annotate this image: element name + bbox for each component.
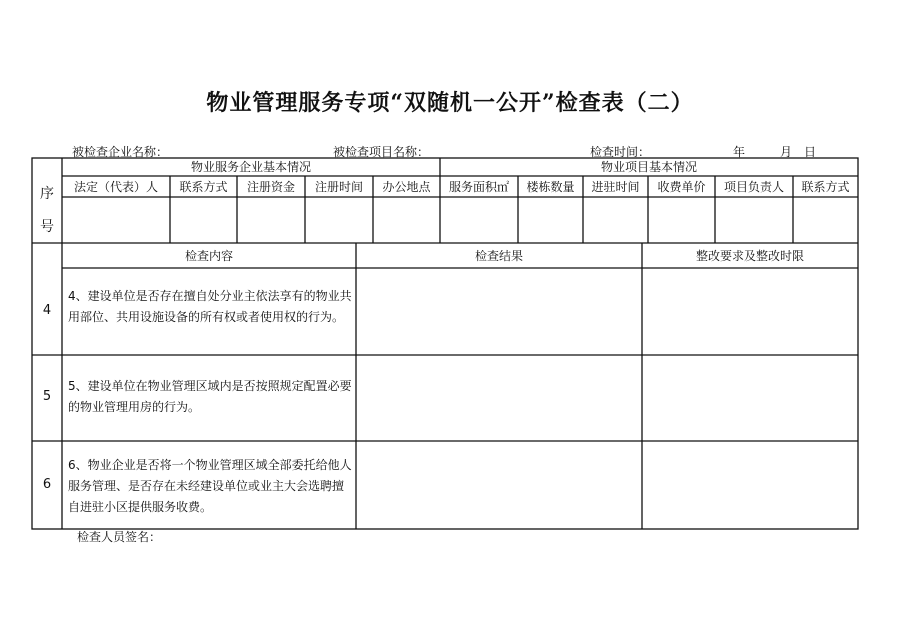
rectification-header: 整改要求及整改时限 <box>695 249 804 263</box>
project-info-header: 物业项目基本情况 <box>600 160 697 174</box>
seq-header-bottom: 号 <box>40 219 54 235</box>
check-time-label: 检查时间： <box>590 145 651 159</box>
month-label: 月 <box>780 145 793 159</box>
enterprise-name-label: 被检查企业名称： <box>72 145 169 159</box>
year-label: 年 <box>733 145 746 159</box>
row-number: 6 <box>42 477 52 492</box>
page-title: 物业管理服务专项“双随机一公开”检查表（二） <box>206 90 694 116</box>
enterprise-info-header: 物业服务企业基本情况 <box>190 160 311 174</box>
seq-header-top: 序 <box>40 186 54 202</box>
check-item-content: 4、建设单位是否存在擅自处分业主依法享有的物业共用部位、共用设施设备的所有权或者使用权的行为。 <box>68 289 352 324</box>
col-service-area: 服务面积㎡ <box>448 180 509 194</box>
day-label: 日 <box>804 145 817 159</box>
check-item-content: 6、物业企业是否将一个物业管理区域全部委托给他人服务管理、是否存在未经建设单位或业主大会选聘擅自进驻小区提供服务收费。 <box>68 458 352 514</box>
col-entry-time: 进驻时间 <box>591 180 640 194</box>
project-name-label: 被检查项目名称： <box>333 145 430 159</box>
check-item-content: 5、建设单位在物业管理区域内是否按照规定配置必要的物业管理用房的行为。 <box>68 379 352 414</box>
col-legal-representative: 法定（代表）人 <box>73 180 158 194</box>
col-project-contact: 联系方式 <box>801 180 850 194</box>
col-unit-fee: 收费单价 <box>657 180 706 194</box>
check-result-header: 检查结果 <box>474 249 523 263</box>
col-registration-time: 注册时间 <box>314 180 363 194</box>
col-building-count: 楼栋数量 <box>526 180 575 194</box>
row-number: 4 <box>42 303 52 318</box>
inspector-signature-label: 检查人员签名： <box>77 530 162 544</box>
col-office-address: 办公地点 <box>382 180 431 194</box>
row-number: 5 <box>42 389 52 404</box>
col-enterprise-contact: 联系方式 <box>179 180 228 194</box>
col-project-manager: 项目负责人 <box>723 180 784 194</box>
col-registered-capital: 注册资金 <box>246 180 295 194</box>
check-content-header: 检查内容 <box>184 249 233 263</box>
